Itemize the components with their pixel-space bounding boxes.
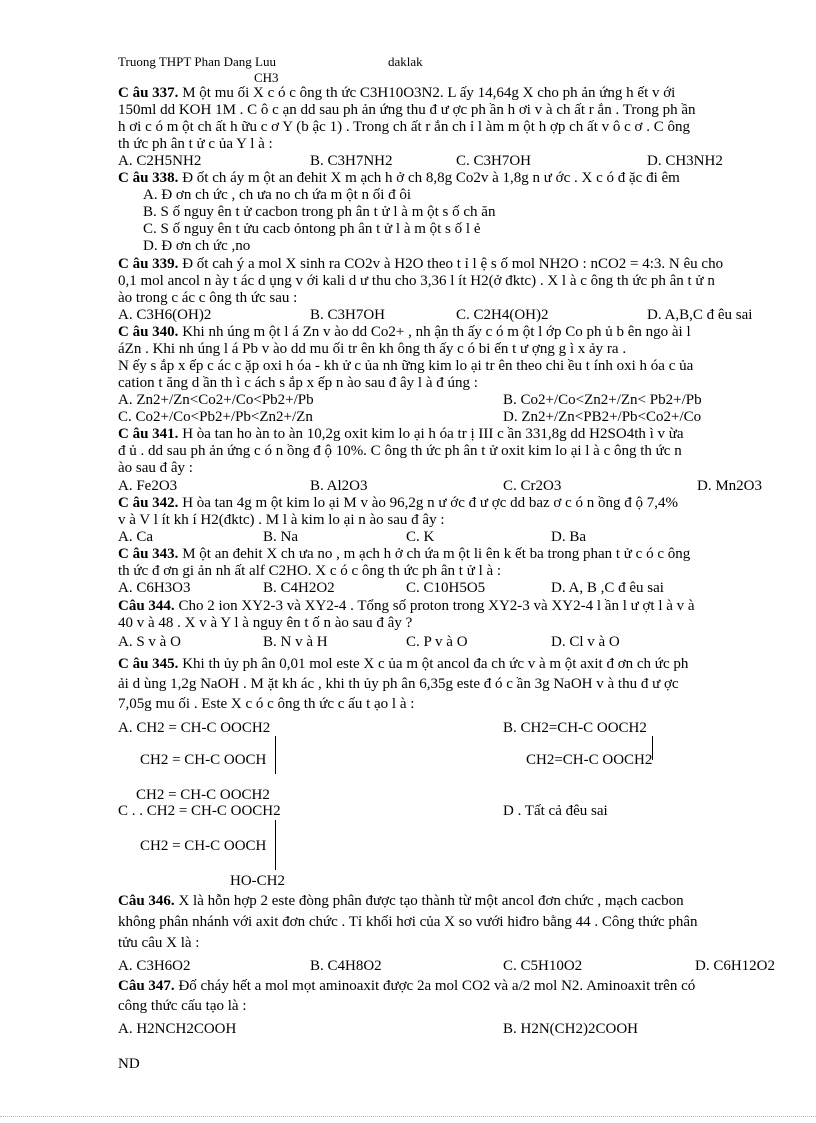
question-338-line-1: [118, 170, 680, 187]
question-342-option-c: C. K: [406, 529, 435, 545]
province-name: daklak: [388, 54, 423, 69]
question-341-option-a: A. Fe2O3: [118, 478, 178, 494]
question-339-option-b: B. C3H7OH: [310, 307, 386, 323]
question-345-option-c-line-0: CH2 = CH-C OOCH2: [136, 787, 270, 803]
question-341-option-d: D. Mn2O3: [697, 478, 763, 494]
question-346-line-3: tửu câu X là :: [118, 935, 200, 951]
question-345-line-2: ải d ùng 1,2g NaOH . M ặt kh ác , khi th ủy ph ân 6,35g este đ ó c ần 3g NaOH v à thu đ ư ợc: [118, 676, 679, 692]
question-346-option-b: B. C4H8O2: [310, 958, 382, 974]
question-344-line-2: 40 v à 48 . X v à Y l à nguy ên t ố n ào sau đ ây ?: [118, 615, 413, 631]
question-340-option-a: A. Zn2+/Zn<Co2+/Co<Pb2+/Pb: [118, 392, 314, 408]
question-345-option-c-line-2: CH2 = CH-C OOCH: [140, 838, 267, 854]
question-343-label: C âu 343.: [118, 546, 179, 562]
question-347-option-b: B. H2N(CH2)2COOH: [503, 1021, 638, 1037]
question-345-option-c-line-3: HO-CH2: [230, 873, 285, 889]
question-347-line-2: công thức cấu tạo là :: [118, 998, 247, 1014]
question-344-text-1: Cho 2 ion XY2-3 và XY2-4 . Tổng số proton trong XY2-3 và XY2-4 l ần l ư ợt l à v à: [174, 598, 695, 614]
question-347-line-1: [118, 978, 695, 995]
question-337-line-4: th ức ph ân t ử c ủa Y l à :: [118, 136, 273, 152]
header-fragment: CH3: [254, 70, 279, 85]
question-337-option-d: D. CH3NH2: [647, 153, 723, 169]
question-338-option-b: B. S ố nguy ên t ử cacbon trong ph ân t ử l à m ột s ố ch ăn: [143, 204, 496, 220]
question-340-option-d: D. Zn2+/Zn<PB2+/Pb<Co2+/Co: [503, 409, 702, 425]
question-339-option-a: A. C3H6(OH)2: [118, 307, 212, 323]
question-343-option-d: D. A, B ,C đ êu sai: [551, 580, 664, 596]
question-341-label: C âu 341.: [118, 426, 179, 442]
question-339-option-d: D. A,B,C đ êu sai: [647, 307, 753, 323]
question-344-option-b: B. N v à H: [263, 634, 328, 650]
question-346-option-d: D. C6H12O2: [695, 958, 776, 974]
question-337-line-3: h ơi c ó m ột ch ất h ữu c ơ Y (b ậc 1) . Trong ch ất r ắn ch ỉ l àm m ột h ợp ch ất v ô c ơ . C ông: [118, 119, 690, 135]
question-341-option-b: B. Al2O3: [310, 478, 368, 494]
page-bottom-border: [0, 1116, 816, 1117]
question-342-label: C âu 342.: [118, 495, 179, 511]
structure-bond-a: [275, 736, 276, 774]
school-name: Truong THPT Phan Dang Luu: [118, 54, 276, 69]
question-340-line-4: cation t ăng d ần th ì c ách s ắp x ếp n ào sau đ ây l à đ úng :: [118, 375, 478, 391]
question-337-option-b: B. C3H7NH2: [310, 153, 393, 169]
question-338-option-c: C. S ố nguy ên t ửu cacb ỏntong ph ân t ử l à m ột s ố l ẻ: [143, 221, 481, 237]
question-341-line-2: đ ủ . dd sau ph ản ứng c ó n ồng đ ộ 10%. C ông th ức ph ân t ử oxit kim lo ại l à c ông th ức n: [118, 443, 682, 459]
question-345-option-b-line-1: B. CH2=CH-C OOCH2: [503, 720, 647, 736]
question-340-label: C âu 340.: [118, 324, 179, 340]
question-339-line-2: 0,1 mol ancol n ày t ác d ụng v ới kali d ư thu cho 3,36 l ít H2(ở đktc) . X l à c ông th ức ph ân t ử n: [118, 273, 715, 289]
question-345-option-a-line-2: CH2 = CH-C OOCH: [140, 752, 267, 768]
question-339-line-1: [118, 256, 723, 273]
question-337-line-1: [118, 85, 675, 102]
question-347-option-a: A. H2NCH2COOH: [118, 1021, 237, 1037]
question-340-text-1: Khi nh úng m ột l á Zn v ào dd Co2+ , nh ận th ấy c ó m ột l ớp Co ph ủ b ên ngo ài l: [178, 324, 691, 340]
question-341-line-1: [118, 426, 684, 443]
question-344-option-c: C. P v à O: [406, 634, 468, 650]
question-341-option-c: C. Cr2O3: [503, 478, 562, 494]
structure-bond-c: [275, 820, 276, 870]
footer-mark: ND: [118, 1056, 140, 1072]
question-347-label: Câu 347.: [118, 978, 175, 994]
question-343-line-1: [118, 546, 690, 563]
question-339-line-3: ào trong c ác c ông th ức sau :: [118, 290, 298, 306]
question-340-option-c: C. Co2+/Co<Pb2+/Pb<Zn2+/Zn: [118, 409, 313, 425]
question-343-option-b: B. C4H2O2: [263, 580, 335, 596]
question-337-option-c: C. C3H7OH: [456, 153, 532, 169]
question-345-label: C âu 345.: [118, 656, 179, 672]
question-342-option-d: D. Ba: [551, 529, 586, 545]
question-342-text-1: H òa tan 4g m ột kim lo ại M v ào 96,2g n ư ớc đ ư ợc dd baz ơ c ó n ồng đ ộ 7,4%: [178, 495, 679, 511]
question-342-option-a: A. Ca: [118, 529, 153, 545]
question-342-option-b: B. Na: [263, 529, 298, 545]
question-345-option-a-line-1: A. CH2 = CH-C OOCH2: [118, 720, 271, 736]
question-346-label: Câu 346.: [118, 893, 175, 909]
question-343-option-a: A. C6H3O3: [118, 580, 191, 596]
question-337-label: C âu 337.: [118, 85, 179, 101]
question-340-option-b: B. Co2+/Co<Zn2+/Zn< Pb2+/Pb: [503, 392, 702, 408]
question-340-line-1: [118, 324, 691, 341]
question-346-option-a: A. C3H6O2: [118, 958, 191, 974]
question-344-line-1: [118, 598, 695, 615]
question-338-label: C âu 338.: [118, 170, 179, 186]
question-344-label: Câu 344.: [118, 598, 175, 614]
question-346-line-1: [118, 893, 684, 910]
question-344-option-d: D. Cl v à O: [551, 634, 620, 650]
question-340-line-3: N ếy s ắp x ếp c ác c ặp oxi h óa - kh ử c ủa nh ững kim lo ại tr ên theo chi ều t ính oxi h óa c ủa: [118, 358, 694, 374]
question-346-line-2: không phân nhánh với axit đơn chức . Tỉ khối hơi của X so vưới hiđro bằng 44 . Công thức phân: [118, 914, 698, 930]
question-337-line-2: 150ml dd KOH 1M . C ô c ạn dd sau ph ản ứng thu đ ư ợc ph ần h ơi v à ch ất r ắn . Trong ph ần: [118, 102, 696, 118]
question-340-line-2: áZn . Khi nh úng l á Pb v ào dd mu ối tr ên kh ông th ấy c ó bi ến t ư ợng g ì x ảy ra .: [118, 341, 627, 357]
question-345-option-d: D . Tất cả đêu sai: [503, 803, 608, 819]
question-346-option-c: C. C5H10O2: [503, 958, 583, 974]
question-345-option-b-line-2: CH2=CH-C OOCH2: [526, 752, 653, 768]
question-341-line-3: ào sau đ ây :: [118, 460, 193, 476]
question-343-text-1: M ột an đehit X ch ưa no , m ạch h ở ch ứa m ột li ên k ết ba trong phan t ử c ó c ông: [178, 546, 691, 562]
question-339-label: C âu 339.: [118, 256, 179, 272]
question-339-option-c: C. C2H4(OH)2: [456, 307, 549, 323]
question-338-option-d: D. Đ ơn ch ức ,no: [143, 238, 251, 254]
question-342-line-1: [118, 495, 678, 512]
question-337-option-a: A. C2H5NH2: [118, 153, 202, 169]
structure-bond-b: [652, 736, 653, 760]
question-347-text-1: Đố cháy hết a mol mọt aminoaxit được 2a mol CO2 và a/2 mol N2. Aminoaxit trên có: [174, 978, 696, 994]
question-342-line-2: v à V l ít kh í H2(đktc) . M l à kim lo ại n ào sau đ ây :: [118, 512, 445, 528]
question-345-line-1: [118, 656, 688, 673]
question-338-option-a: A. Đ ơn ch ức , ch ưa no ch ứa m ột n ối đ ôi: [143, 187, 412, 203]
question-345-text-1: Khi th ủy ph ân 0,01 mol este X c ủa m ột ancol đa ch ức v à m ột axit đ ơn ch ức ph: [178, 656, 689, 672]
question-337-text-1: M ột mu ối X c ó c ông th ức C3H10O3N2. L ấy 14,64g X cho ph ản ứng h ết v ới: [178, 85, 676, 101]
question-343-option-c: C. C10H5O5: [406, 580, 486, 596]
question-345-option-c-line-1: C . . CH2 = CH-C OOCH2: [118, 803, 281, 819]
question-345-line-3: 7,05g mu ối . Este X c ó c ông th ức c ấu t ạo l à :: [118, 696, 415, 712]
question-343-line-2: th ức đ ơn gi ản nh ất alf C2HO. X c ó c ông th ức ph ân t ử l à :: [118, 563, 502, 579]
question-339-text-1: Đ ốt cah ý a mol X sinh ra CO2v à H2O theo t ỉ l ệ s ố mol NH2O : nCO2 = 4:3. N êu cho: [178, 256, 724, 272]
question-344-option-a: A. S v à O: [118, 634, 181, 650]
question-346-text-1: X là hỗn hợp 2 este đòng phân được tạo thành từ một ancol đơn chức , mạch cacbon: [174, 893, 684, 909]
question-338-text-1: Đ ốt ch áy m ột an đehit X m ạch h ở ch 8,8g Co2v à 1,8g n ư ớc . X c ó đ ặc đi êm: [178, 170, 680, 186]
question-341-text-1: H òa tan ho àn to àn 10,2g oxit kim lo ại h óa tr ị III c ần 331,8g dd H2SO4th ì v ừa: [178, 426, 684, 442]
